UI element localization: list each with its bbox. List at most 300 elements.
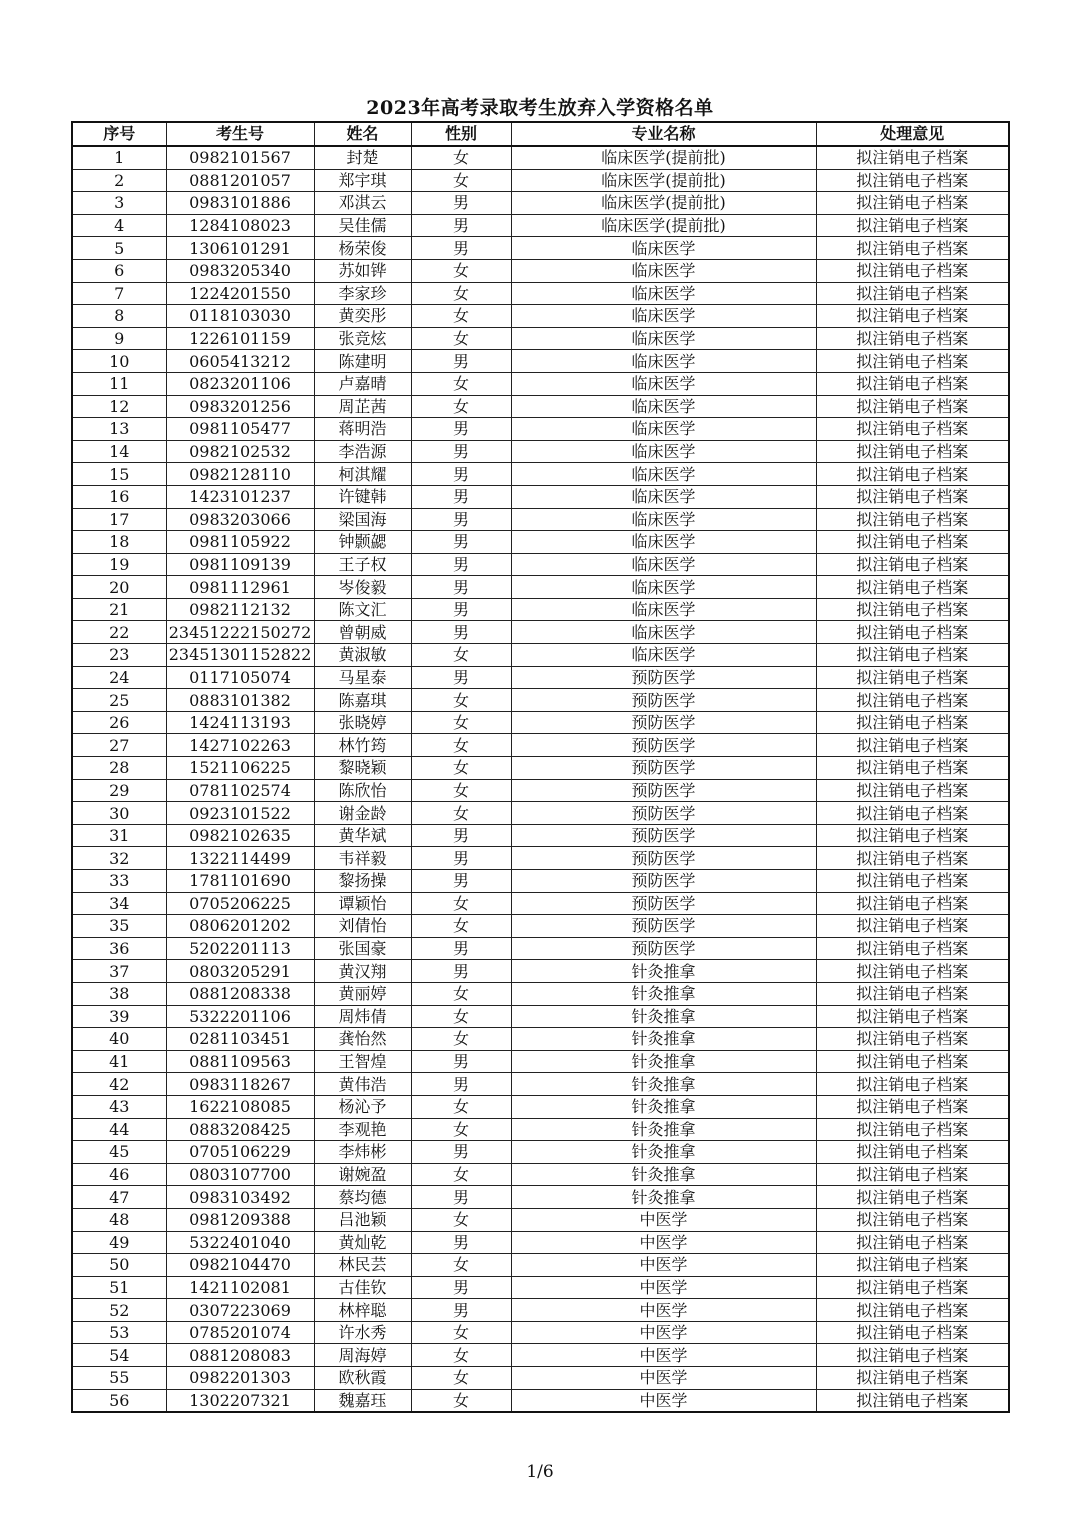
cell-name: 张晓婷: [314, 711, 411, 734]
cell-major: 预防医学: [511, 847, 816, 870]
cell-action: 拟注销电子档案: [816, 598, 1009, 621]
cell-index: 5: [72, 237, 166, 260]
cell-name: 吴佳儒: [314, 214, 411, 237]
column-header-name: 姓名: [314, 122, 411, 146]
cell-name: 曾朝威: [314, 621, 411, 644]
cell-major: 针灸推拿: [511, 1005, 816, 1028]
cell-index: 54: [72, 1344, 166, 1367]
cell-exam-id: 1622108085: [166, 1095, 314, 1118]
cell-name: 韦祥毅: [314, 847, 411, 870]
cell-name: 黄丽婷: [314, 982, 411, 1005]
cell-action: 拟注销电子档案: [816, 915, 1009, 938]
cell-exam-id: 1224201550: [166, 282, 314, 305]
cell-exam-id: 0982102532: [166, 440, 314, 463]
table-body: [72, 146, 1009, 1412]
cell-gender: 女: [411, 779, 511, 802]
table-row: [72, 870, 1009, 893]
cell-action: 拟注销电子档案: [816, 531, 1009, 554]
cell-exam-id: 0982112132: [166, 598, 314, 621]
cell-gender: 男: [411, 598, 511, 621]
cell-major: 临床医学: [511, 598, 816, 621]
cell-index: 17: [72, 508, 166, 531]
cell-action: 拟注销电子档案: [816, 1028, 1009, 1051]
cell-action: 拟注销电子档案: [816, 892, 1009, 915]
cell-gender: 女: [411, 644, 511, 667]
cell-index: 47: [72, 1186, 166, 1209]
cell-major: 针灸推拿: [511, 960, 816, 983]
cell-gender: 女: [411, 757, 511, 780]
cell-exam-id: 0982104470: [166, 1254, 314, 1277]
cell-major: 预防医学: [511, 757, 816, 780]
cell-name: 王子权: [314, 553, 411, 576]
cell-action: 拟注销电子档案: [816, 960, 1009, 983]
cell-name: 欧秋霞: [314, 1367, 411, 1390]
cell-action: 拟注销电子档案: [816, 621, 1009, 644]
cell-major: 临床医学: [511, 372, 816, 395]
cell-action: 拟注销电子档案: [816, 734, 1009, 757]
column-header-action: 处理意见: [816, 122, 1009, 146]
cell-gender: 女: [411, 169, 511, 192]
cell-exam-id: 1424113193: [166, 711, 314, 734]
cell-gender: 男: [411, 463, 511, 486]
cell-gender: 女: [411, 689, 511, 712]
cell-major: 中医学: [511, 1254, 816, 1277]
cell-gender: 男: [411, 1186, 511, 1209]
cell-index: 51: [72, 1276, 166, 1299]
cell-index: 3: [72, 192, 166, 215]
cell-name: 杨沁予: [314, 1095, 411, 1118]
table-row: [72, 214, 1009, 237]
cell-exam-id: 0983101886: [166, 192, 314, 215]
table-row: [72, 418, 1009, 441]
cell-major: 针灸推拿: [511, 1028, 816, 1051]
cell-gender: 男: [411, 237, 511, 260]
cell-major: 针灸推拿: [511, 1186, 816, 1209]
cell-major: 预防医学: [511, 870, 816, 893]
cell-major: 预防医学: [511, 734, 816, 757]
cell-exam-id: 0881201057: [166, 169, 314, 192]
page-number: 1/6: [526, 1462, 554, 1482]
cell-major: 预防医学: [511, 711, 816, 734]
cell-exam-id: 0982128110: [166, 463, 314, 486]
cell-exam-id: 0881208083: [166, 1344, 314, 1367]
cell-gender: 男: [411, 576, 511, 599]
cell-gender: 女: [411, 1208, 511, 1231]
cell-major: 临床医学(提前批): [511, 146, 816, 169]
table-row: [72, 237, 1009, 260]
cell-action: 拟注销电子档案: [816, 1073, 1009, 1096]
cell-action: 拟注销电子档案: [816, 779, 1009, 802]
cell-major: 临床医学: [511, 282, 816, 305]
cell-name: 黄奕彤: [314, 305, 411, 328]
cell-action: 拟注销电子档案: [816, 1163, 1009, 1186]
table-row: [72, 937, 1009, 960]
cell-name: 李炜彬: [314, 1141, 411, 1164]
cell-major: 临床医学: [511, 621, 816, 644]
cell-name: 黎晓颖: [314, 757, 411, 780]
table-row: [72, 1321, 1009, 1344]
cell-gender: 女: [411, 372, 511, 395]
cell-gender: 男: [411, 440, 511, 463]
cell-action: 拟注销电子档案: [816, 259, 1009, 282]
cell-name: 谢金龄: [314, 802, 411, 825]
cell-major: 中医学: [511, 1231, 816, 1254]
cell-gender: 女: [411, 1028, 511, 1051]
table-row: [72, 960, 1009, 983]
cell-action: 拟注销电子档案: [816, 689, 1009, 712]
cell-name: 陈建明: [314, 350, 411, 373]
table-row: [72, 1231, 1009, 1254]
cell-action: 拟注销电子档案: [816, 711, 1009, 734]
cell-action: 拟注销电子档案: [816, 824, 1009, 847]
table-row: [72, 1005, 1009, 1028]
cell-name: 黄华斌: [314, 824, 411, 847]
cell-action: 拟注销电子档案: [816, 237, 1009, 260]
cell-major: 临床医学: [511, 237, 816, 260]
cell-action: 拟注销电子档案: [816, 1299, 1009, 1322]
cell-name: 黄淑敏: [314, 644, 411, 667]
cell-exam-id: 1423101237: [166, 485, 314, 508]
cell-exam-id: 0981105477: [166, 418, 314, 441]
table-header-row: [72, 122, 1009, 146]
table-row: [72, 915, 1009, 938]
cell-gender: 男: [411, 531, 511, 554]
cell-gender: 女: [411, 915, 511, 938]
cell-action: 拟注销电子档案: [816, 1389, 1009, 1412]
cell-major: 中医学: [511, 1299, 816, 1322]
cell-action: 拟注销电子档案: [816, 644, 1009, 667]
cell-exam-id: 0781102574: [166, 779, 314, 802]
table-row: [72, 259, 1009, 282]
cell-gender: 女: [411, 1321, 511, 1344]
cell-major: 预防医学: [511, 824, 816, 847]
cell-name: 林竹筠: [314, 734, 411, 757]
table-row: [72, 892, 1009, 915]
table-row: [72, 1389, 1009, 1412]
cell-exam-id: 0981105922: [166, 531, 314, 554]
table-row: [72, 1073, 1009, 1096]
cell-exam-id: 0881208338: [166, 982, 314, 1005]
cell-name: 卢嘉晴: [314, 372, 411, 395]
cell-exam-id: 0923101522: [166, 802, 314, 825]
cell-name: 黄汉翔: [314, 960, 411, 983]
cell-gender: 女: [411, 982, 511, 1005]
cell-exam-id: 0883208425: [166, 1118, 314, 1141]
cell-index: 24: [72, 666, 166, 689]
cell-action: 拟注销电子档案: [816, 1118, 1009, 1141]
cell-action: 拟注销电子档案: [816, 169, 1009, 192]
cell-exam-id: 0281103451: [166, 1028, 314, 1051]
cell-index: 37: [72, 960, 166, 983]
cell-exam-id: 0705106229: [166, 1141, 314, 1164]
cell-action: 拟注销电子档案: [816, 463, 1009, 486]
cell-action: 拟注销电子档案: [816, 1321, 1009, 1344]
cell-index: 33: [72, 870, 166, 893]
cell-name: 许键韩: [314, 485, 411, 508]
table-row: [72, 282, 1009, 305]
cell-name: 周炜倩: [314, 1005, 411, 1028]
table-row: [72, 1095, 1009, 1118]
cell-major: 预防医学: [511, 937, 816, 960]
cell-major: 针灸推拿: [511, 1050, 816, 1073]
cell-name: 李浩源: [314, 440, 411, 463]
cell-major: 临床医学: [511, 440, 816, 463]
cell-exam-id: 0307223069: [166, 1299, 314, 1322]
cell-exam-id: 5322401040: [166, 1231, 314, 1254]
cell-index: 38: [72, 982, 166, 1005]
cell-index: 11: [72, 372, 166, 395]
cell-action: 拟注销电子档案: [816, 327, 1009, 350]
cell-action: 拟注销电子档案: [816, 982, 1009, 1005]
cell-major: 中医学: [511, 1389, 816, 1412]
cell-major: 临床医学: [511, 418, 816, 441]
cell-name: 王智煌: [314, 1050, 411, 1073]
cell-index: 43: [72, 1095, 166, 1118]
cell-name: 蒋明浩: [314, 418, 411, 441]
document-title: 2023年高考录取考生放弃入学资格名单: [366, 97, 714, 119]
cell-name: 黄伟浩: [314, 1073, 411, 1096]
cell-major: 预防医学: [511, 915, 816, 938]
column-header-gender: 性别: [411, 122, 511, 146]
cell-major: 临床医学: [511, 463, 816, 486]
cell-major: 中医学: [511, 1208, 816, 1231]
cell-gender: 男: [411, 1299, 511, 1322]
cell-index: 48: [72, 1208, 166, 1231]
cell-gender: 女: [411, 1389, 511, 1412]
cell-name: 古佳钦: [314, 1276, 411, 1299]
cell-name: 谢婉盈: [314, 1163, 411, 1186]
cell-index: 6: [72, 259, 166, 282]
cell-index: 15: [72, 463, 166, 486]
cell-index: 1: [72, 146, 166, 169]
table-row: [72, 508, 1009, 531]
cell-index: 16: [72, 485, 166, 508]
table-row: [72, 1254, 1009, 1277]
cell-major: 临床医学: [511, 259, 816, 282]
cell-exam-id: 1521106225: [166, 757, 314, 780]
table-row: [72, 802, 1009, 825]
cell-exam-id: 0705206225: [166, 892, 314, 915]
cell-major: 临床医学: [511, 576, 816, 599]
cell-index: 20: [72, 576, 166, 599]
cell-gender: 女: [411, 1095, 511, 1118]
cell-action: 拟注销电子档案: [816, 1276, 1009, 1299]
table-row: [72, 192, 1009, 215]
cell-exam-id: 5202201113: [166, 937, 314, 960]
cell-gender: 男: [411, 192, 511, 215]
cell-major: 临床医学(提前批): [511, 214, 816, 237]
cell-gender: 男: [411, 621, 511, 644]
cell-action: 拟注销电子档案: [816, 937, 1009, 960]
cell-index: 9: [72, 327, 166, 350]
cell-action: 拟注销电子档案: [816, 666, 1009, 689]
cell-exam-id: 0605413212: [166, 350, 314, 373]
table-row: [72, 757, 1009, 780]
cell-major: 针灸推拿: [511, 1141, 816, 1164]
cell-index: 42: [72, 1073, 166, 1096]
cell-exam-id: 0803107700: [166, 1163, 314, 1186]
cell-index: 50: [72, 1254, 166, 1277]
cell-major: 中医学: [511, 1344, 816, 1367]
table-row: [72, 1163, 1009, 1186]
table-row: [72, 146, 1009, 169]
cell-gender: 女: [411, 1344, 511, 1367]
table-row: [72, 395, 1009, 418]
cell-exam-id: 0785201074: [166, 1321, 314, 1344]
cell-name: 苏如铧: [314, 259, 411, 282]
cell-index: 26: [72, 711, 166, 734]
cell-index: 28: [72, 757, 166, 780]
cell-gender: 男: [411, 485, 511, 508]
cell-action: 拟注销电子档案: [816, 1254, 1009, 1277]
table-row: [72, 440, 1009, 463]
cell-index: 12: [72, 395, 166, 418]
cell-exam-id: 0118103030: [166, 305, 314, 328]
table-row: [72, 169, 1009, 192]
cell-name: 周海婷: [314, 1344, 411, 1367]
cell-action: 拟注销电子档案: [816, 576, 1009, 599]
cell-gender: 男: [411, 960, 511, 983]
cell-exam-id: 1226101159: [166, 327, 314, 350]
table-row: [72, 1299, 1009, 1322]
cell-action: 拟注销电子档案: [816, 1344, 1009, 1367]
cell-exam-id: 0983201256: [166, 395, 314, 418]
cell-exam-id: 0983118267: [166, 1073, 314, 1096]
cell-gender: 女: [411, 327, 511, 350]
cell-action: 拟注销电子档案: [816, 847, 1009, 870]
cell-name: 张竞炫: [314, 327, 411, 350]
cell-major: 临床医学: [511, 395, 816, 418]
cell-exam-id: 1284108023: [166, 214, 314, 237]
cell-exam-id: 0983203066: [166, 508, 314, 531]
cell-action: 拟注销电子档案: [816, 282, 1009, 305]
cell-index: 30: [72, 802, 166, 825]
cell-action: 拟注销电子档案: [816, 757, 1009, 780]
cell-gender: 男: [411, 508, 511, 531]
cell-name: 刘倩怡: [314, 915, 411, 938]
cell-major: 临床医学(提前批): [511, 169, 816, 192]
cell-exam-id: 5322201106: [166, 1005, 314, 1028]
cell-name: 谭颖怡: [314, 892, 411, 915]
cell-index: 53: [72, 1321, 166, 1344]
cell-exam-id: 0117105074: [166, 666, 314, 689]
cell-major: 预防医学: [511, 779, 816, 802]
cell-name: 黎扬操: [314, 870, 411, 893]
cell-name: 林梓聪: [314, 1299, 411, 1322]
cell-action: 拟注销电子档案: [816, 395, 1009, 418]
cell-index: 32: [72, 847, 166, 870]
cell-major: 预防医学: [511, 666, 816, 689]
cell-exam-id: 0982101567: [166, 146, 314, 169]
table-row: [72, 824, 1009, 847]
cell-major: 临床医学: [511, 485, 816, 508]
cell-index: 18: [72, 531, 166, 554]
cell-index: 2: [72, 169, 166, 192]
table-row: [72, 734, 1009, 757]
table-row: [72, 531, 1009, 554]
cell-action: 拟注销电子档案: [816, 146, 1009, 169]
cell-index: 23: [72, 644, 166, 667]
table-row: [72, 327, 1009, 350]
cell-index: 4: [72, 214, 166, 237]
cell-exam-id: 23451222150272: [166, 621, 314, 644]
cell-index: 45: [72, 1141, 166, 1164]
cell-exam-id: 1421102081: [166, 1276, 314, 1299]
cell-index: 49: [72, 1231, 166, 1254]
cell-action: 拟注销电子档案: [816, 372, 1009, 395]
cell-gender: 男: [411, 1231, 511, 1254]
cell-gender: 男: [411, 847, 511, 870]
cell-gender: 男: [411, 1050, 511, 1073]
cell-exam-id: 23451301152822: [166, 644, 314, 667]
cell-major: 针灸推拿: [511, 1073, 816, 1096]
table-row: [72, 1344, 1009, 1367]
cell-action: 拟注销电子档案: [816, 1005, 1009, 1028]
cell-action: 拟注销电子档案: [816, 553, 1009, 576]
cell-action: 拟注销电子档案: [816, 1231, 1009, 1254]
table-row: [72, 779, 1009, 802]
cell-name: 陈欣怡: [314, 779, 411, 802]
column-header-exam-id: 考生号: [166, 122, 314, 146]
cell-exam-id: 1322114499: [166, 847, 314, 870]
cell-exam-id: 0803205291: [166, 960, 314, 983]
cell-action: 拟注销电子档案: [816, 508, 1009, 531]
cell-exam-id: 0981209388: [166, 1208, 314, 1231]
cell-name: 吕池颖: [314, 1208, 411, 1231]
cell-index: 14: [72, 440, 166, 463]
cell-index: 55: [72, 1367, 166, 1390]
table-row: [72, 1141, 1009, 1164]
cell-major: 临床医学: [511, 305, 816, 328]
cell-gender: 男: [411, 553, 511, 576]
cell-exam-id: 0982102635: [166, 824, 314, 847]
table-row: [72, 305, 1009, 328]
cell-gender: 男: [411, 214, 511, 237]
cell-name: 黄灿乾: [314, 1231, 411, 1254]
cell-index: 41: [72, 1050, 166, 1073]
table-row: [72, 350, 1009, 373]
cell-index: 27: [72, 734, 166, 757]
cell-action: 拟注销电子档案: [816, 418, 1009, 441]
cell-exam-id: 0981112961: [166, 576, 314, 599]
cell-action: 拟注销电子档案: [816, 305, 1009, 328]
cell-gender: 男: [411, 937, 511, 960]
table-row: [72, 1367, 1009, 1390]
cell-gender: 女: [411, 305, 511, 328]
cell-major: 临床医学(提前批): [511, 192, 816, 215]
cell-name: 杨荣俊: [314, 237, 411, 260]
cell-gender: 男: [411, 824, 511, 847]
cell-action: 拟注销电子档案: [816, 214, 1009, 237]
cell-major: 中医学: [511, 1321, 816, 1344]
column-header-major: 专业名称: [511, 122, 816, 146]
cell-gender: 男: [411, 870, 511, 893]
table-row: [72, 1208, 1009, 1231]
cell-gender: 女: [411, 1254, 511, 1277]
cell-index: 7: [72, 282, 166, 305]
cell-major: 中医学: [511, 1367, 816, 1390]
cell-major: 中医学: [511, 1276, 816, 1299]
cell-action: 拟注销电子档案: [816, 1186, 1009, 1209]
table-row: [72, 666, 1009, 689]
cell-exam-id: 0981109139: [166, 553, 314, 576]
table-row: [72, 689, 1009, 712]
cell-name: 陈嘉琪: [314, 689, 411, 712]
cell-index: 25: [72, 689, 166, 712]
cell-exam-id: 0881109563: [166, 1050, 314, 1073]
cell-gender: 男: [411, 418, 511, 441]
cell-gender: 男: [411, 350, 511, 373]
